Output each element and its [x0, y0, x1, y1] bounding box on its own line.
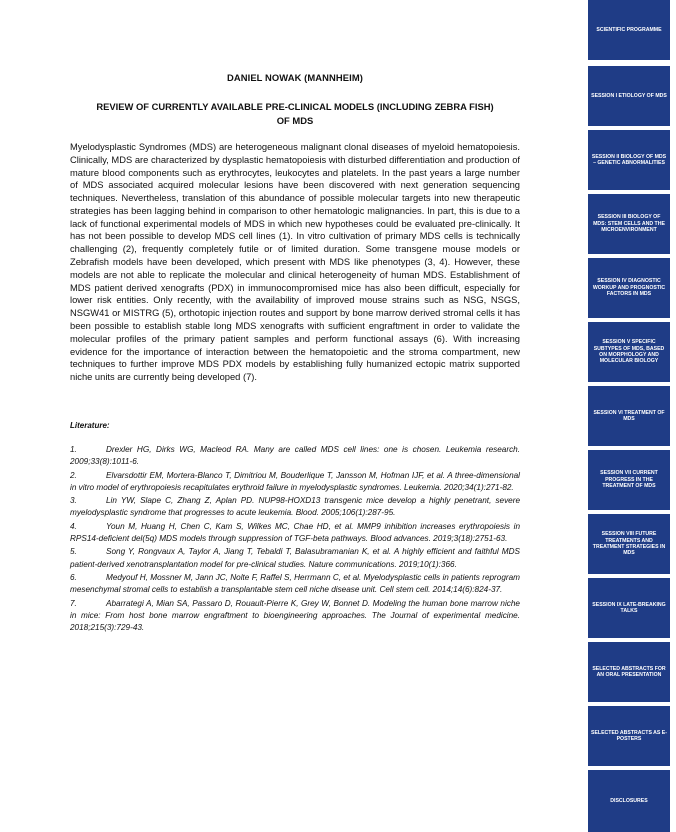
reference-item — [70, 521, 520, 546]
reference-text: Youn M, Huang H, Chen C, Kam S, Wilkes MC, Chae HD, et al. MMP9 inhibition increases erythropoiesis in RPS14-deficient del(5q) MDS models through suppression of TGF-beta pathways. Blood advances. 2019;3(18):2751-63. — [70, 521, 520, 544]
nav-e-posters[interactable]: SELECTED ABSTRACTS AS E-POSTERS — [588, 706, 670, 766]
reference-number: 3. — [70, 496, 77, 506]
reference-number: 1. — [70, 445, 77, 454]
nav-disclosures[interactable]: DISCLOSURES — [588, 770, 670, 832]
title-line-2: OF MDS — [276, 115, 314, 126]
reference-text: Song Y, Rongvaux A, Taylor A, Jiang T, Tebaldi T, Balasubramanian K, et al. A highly efficient and faithful MDS patient-derived xenotransplantation model for pre-clinical studies. Nature communications. 2019;10(1):366. — [70, 547, 520, 569]
nav-session-1[interactable]: SESSION I ETIOLOGY OF MDS — [588, 66, 670, 126]
reference-item — [70, 572, 520, 597]
abstract-body: Myelodysplastic Syndromes (MDS) are heterogeneous malignant clonal diseases of myeloid hematopoiesis. Clinically, MDS are characterized by dysplastic hematopoiesis with disturbed differentiation and production of mature blood components such as erythrocytes, leukocytes and platelets. In the past years a large number of MDS associated acquired molecular lesions have been discovered with next generation sequencing techniques. Nevertheless, translation of this abundance of possible molecular targets into new therapeutic strategies has been lagging behind in comparison to other hematologic malignancies. In part, this is due to a lack of functional experimental models of MDS in which new hypotheses could be evaluated pre-clinically. It has not been possible to develop MDS cell lines (1). In vitro cultivation of primary MDS cells is technically challenging (2), frequently completely futile or of limited duration. Some transgene mouse models or Zebrafish models have been developed, which present with MDS like phenotypes (3, 4). However, these models are not able to replicate the molecular and clinical heterogeneity of human MDS. Establishment of MDS patient derived xenografts (PDX) in immunocompromised mice has also been difficult, especially for lower risk entities. Only recently, with the availability of improved mouse strains such as NSG, NSGS, NSGW41 or MISTRG (5), orthotopic injection routes and support by bone marrow derived stromal cells it has been possible to establish stable long MDS xenografts with sufficient engraftment in order to validate the molecular profiles of the primary patient samples and perform functional assays (6). With increasing evidence for the importance of interaction between the hematopoietic and the stroma compartment, new techniques to further improve MDS PDX models by establishing fully humanized ectopic matrix supported niche units are currently being developed (7). — [70, 142, 520, 383]
literature-heading: Literature: — [70, 421, 110, 430]
author-heading: DANIEL NOWAK (MANNHEIM) — [227, 72, 363, 83]
reference-text: Elvarsdottir EM, Mortera-Blanco T, Dimitriou M, Bouderlique T, Jansson M, Hofman IJF, et al. A three-dimensional in vitro model of erythropoiesis recapitulates erythroid failure in myelodysplastic syndromes. Leukemia. 2020;34(1):271-82. — [70, 470, 520, 492]
nav-session-7[interactable]: SESSION VII CURRENT PROGRESS IN THE TREATMENT OF MDS — [588, 450, 670, 510]
reference-text: Drexler HG, Dirks WG, Macleod RA. Many are called MDS cell lines: one is chosen. Leukemia research. 2009;33(8):1011-6. — [70, 445, 520, 467]
reference-item — [70, 444, 520, 469]
reference-number: 4. — [70, 521, 77, 531]
reference-item — [70, 546, 520, 571]
abstract-title — [70, 100, 520, 128]
sidebar-nav — [588, 0, 676, 832]
nav-oral-abstracts[interactable]: SELECTED ABSTRACTS FOR AN ORAL PRESENTATION — [588, 642, 670, 702]
title-line-1: REVIEW OF CURRENTLY AVAILABLE PRE-CLINICAL MODELS (INCLUDING ZEBRA FISH) — [96, 101, 494, 112]
nav-session-6[interactable]: SESSION VI TREATMENT OF MDS — [588, 386, 670, 446]
nav-scientific-programme[interactable]: SCIENTIFIC PROGRAMME — [588, 0, 670, 60]
reference-text: Medyouf H, Mossner M, Jann JC, Nolte F, Raffel S, Herrmann C, et al. Myelodysplastic cells in patients reprogram mesenchymal stromal cells to establish a transplantable stem cell niche disease unit. Cell stem cell. 2014;14(6):824-37. — [70, 572, 520, 595]
reference-text: Lin YW, Slape C, Zhang Z, Aplan PD. NUP98-HOXD13 transgenic mice develop a highly penetrant, severe myelodysplastic syndrome that progresses to acute leukemia. Blood. 2005;106(1):287-95. — [70, 496, 520, 518]
reference-list — [70, 444, 520, 635]
nav-session-2[interactable]: SESSION II BIOLOGY OF MDS – GENETIC ABNORMALITIES — [588, 130, 670, 190]
reference-number: 5. — [70, 547, 77, 557]
reference-item — [70, 495, 520, 520]
reference-item — [70, 598, 520, 635]
reference-number: 2. — [70, 470, 77, 480]
reference-item — [70, 470, 520, 495]
nav-session-8[interactable]: SESSION VIII FUTURE TREATMENTS AND TREATMENT STRATEGIES IN MDS — [588, 514, 670, 574]
nav-session-3[interactable]: SESSION III BIOLOGY OF MDS: STEM CELLS AND THE MICROENVIRONMENT — [588, 194, 670, 254]
nav-session-9[interactable]: SESSION IX LATE-BREAKING TALKS — [588, 578, 670, 638]
reference-number: 7. — [70, 598, 77, 608]
reference-text: Abarrategi A, Mian SA, Passaro D, Rouault-Pierre K, Grey W, Bonnet D. Modeling the human bone marrow niche in mice: From host bone marrow engraftment to bioengineering approaches. The Journal of experimental medicine. 2018;215(3):729-43. — [70, 598, 520, 633]
reference-number: 6. — [70, 572, 77, 582]
nav-session-4[interactable]: SESSION IV DIAGNOSTIC WORKUP AND PROGNOSTIC FACTORS IN MDS — [588, 258, 670, 318]
nav-session-5[interactable]: SESSION V SPECIFIC SUBTYPES OF MDS, BASED ON MORPHOLOGY AND MOLECULAR BIOLOGY — [588, 322, 670, 382]
